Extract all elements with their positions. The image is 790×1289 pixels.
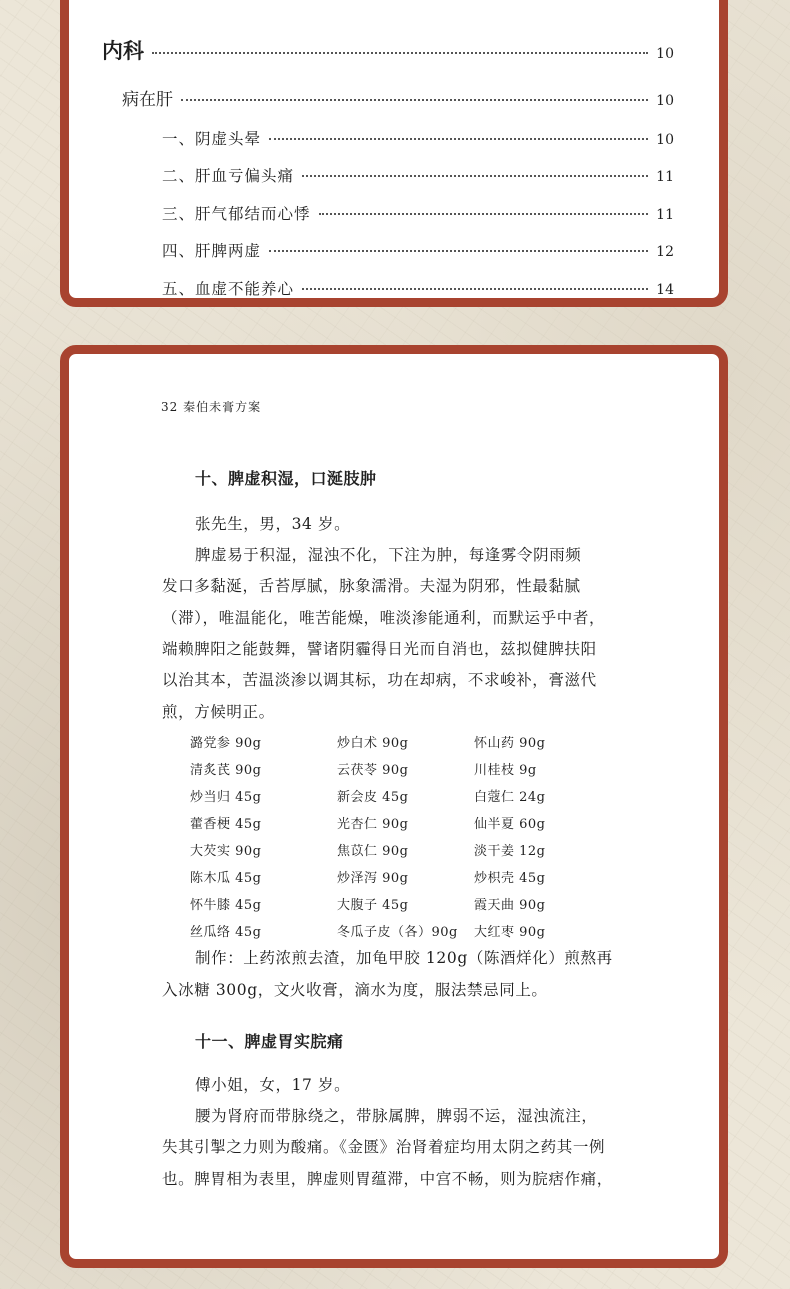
toc-row-internal-medicine	[102, 35, 674, 65]
toc-leader-dots	[302, 174, 648, 177]
toc-leader-dots	[269, 137, 648, 140]
toc-label: 三、肝气郁结而心悸	[162, 205, 311, 223]
herb-item: 川桂枝 9g	[474, 763, 537, 778]
toc-label: 病在肝	[122, 90, 173, 110]
toc-page-number: 14	[656, 282, 674, 298]
paragraph-line: 腰为肾府而带脉绕之，带脉属脾，脾弱不运，湿浊流注，	[195, 1107, 598, 1125]
paragraph-line: 脾虚易于积湿，湿浊不化，下注为肿，每逢雾令阴雨频	[195, 546, 582, 564]
herb-item: 新会皮 45g	[337, 790, 409, 805]
toc-row-item	[162, 127, 674, 149]
section-heading: 十一、脾虚胃实脘痛	[195, 1032, 344, 1051]
book-page-card	[60, 345, 728, 1268]
paragraph-line: 煎，方候明正。	[162, 703, 275, 721]
herb-item: 炒当归 45g	[190, 790, 262, 805]
herb-item: 冬瓜子皮（各）90g	[337, 925, 458, 940]
herb-item: 丝瓜络 45g	[190, 925, 262, 940]
running-head: 32 秦伯未膏方案	[161, 400, 262, 414]
herb-item: 怀山药 90g	[474, 736, 546, 751]
paragraph-line: （滞），唯温能化，唯苦能燥，唯淡渗能通利，而默运乎中者，	[162, 609, 606, 627]
herb-item: 大红枣 90g	[474, 925, 546, 940]
paragraph-line: 也。脾胃相为表里，脾虚则胃蕴滞，中宫不畅，则为脘痞作痛，	[162, 1170, 613, 1188]
herb-item: 大芡实 90g	[190, 844, 262, 859]
toc-leader-dots	[181, 98, 648, 101]
section-heading: 十、脾虚积湿，口涎肢肿	[195, 469, 377, 488]
toc-row-item	[162, 164, 674, 186]
toc-row-liver-disease	[122, 85, 674, 110]
herb-item: 炒泽泻 90g	[337, 871, 409, 886]
herb-item: 藿香梗 45g	[190, 817, 262, 832]
toc-page-number: 11	[656, 169, 674, 185]
toc-page-number: 10	[656, 132, 674, 148]
toc-leader-dots	[319, 212, 649, 215]
herb-item: 白蔻仁 24g	[474, 790, 546, 805]
herb-item: 怀牛膝 45g	[190, 898, 262, 913]
herb-item: 光杏仁 90g	[337, 817, 409, 832]
toc-page-number: 10	[656, 93, 674, 109]
herb-item: 清炙芪 90g	[190, 763, 262, 778]
herb-item: 大腹子 45g	[337, 898, 409, 913]
toc-row-item	[162, 239, 674, 261]
toc-leader-dots	[269, 249, 648, 252]
toc-leader-dots	[152, 51, 648, 54]
toc-label: 内科	[102, 38, 144, 63]
herb-item: 仙半夏 60g	[474, 817, 546, 832]
herb-item: 云茯苓 90g	[337, 763, 409, 778]
paragraph-line: 发口多黏涎，舌苔厚腻，脉象濡滑。夫湿为阴邪，性最黏腻	[162, 577, 581, 595]
preparation-line: 入冰糖 300g，文火收膏，滴水为度，服法禁忌同上。	[162, 981, 548, 999]
herb-item: 潞党参 90g	[190, 736, 262, 751]
patient-line: 张先生，男，34 岁。	[195, 515, 351, 533]
toc-leader-dots	[302, 287, 648, 290]
toc-label: 五、血虚不能养心	[162, 280, 295, 298]
toc-row-item	[162, 277, 674, 299]
toc-page-number: 10	[656, 46, 674, 62]
toc-page-number: 11	[656, 207, 674, 223]
paragraph-line: 失其引掣之力则为酸痛。《金匮》治肾着症均用太阴之药其一例	[162, 1138, 606, 1156]
herb-item: 焦苡仁 90g	[337, 844, 409, 859]
herb-item: 霞天曲 90g	[474, 898, 546, 913]
paragraph-line: 以治其本，苦温淡渗以调其标，功在却病，不求峻补，膏滋代	[162, 671, 597, 689]
herb-item: 炒枳壳 45g	[474, 871, 546, 886]
toc-card	[60, 0, 728, 307]
toc-label: 四、肝脾两虚	[162, 242, 262, 260]
toc-row-item	[162, 202, 674, 224]
preparation-line: 制作：上药浓煎去渣，加龟甲胶 120g（陈酒烊化）煎熬再	[195, 949, 613, 967]
patient-line: 傅小姐，女，17 岁。	[195, 1076, 351, 1094]
herb-item: 淡干姜 12g	[474, 844, 546, 859]
toc-page-number: 12	[656, 244, 674, 260]
herb-item: 炒白术 90g	[337, 736, 409, 751]
toc-label: 一、阴虚头晕	[162, 130, 262, 148]
herb-item: 陈木瓜 45g	[190, 871, 262, 886]
paragraph-line: 端赖脾阳之能鼓舞，譬诸阴霾得日光而自消也，兹拟健脾扶阳	[162, 640, 597, 658]
toc-label: 二、肝血亏偏头痛	[162, 167, 295, 185]
